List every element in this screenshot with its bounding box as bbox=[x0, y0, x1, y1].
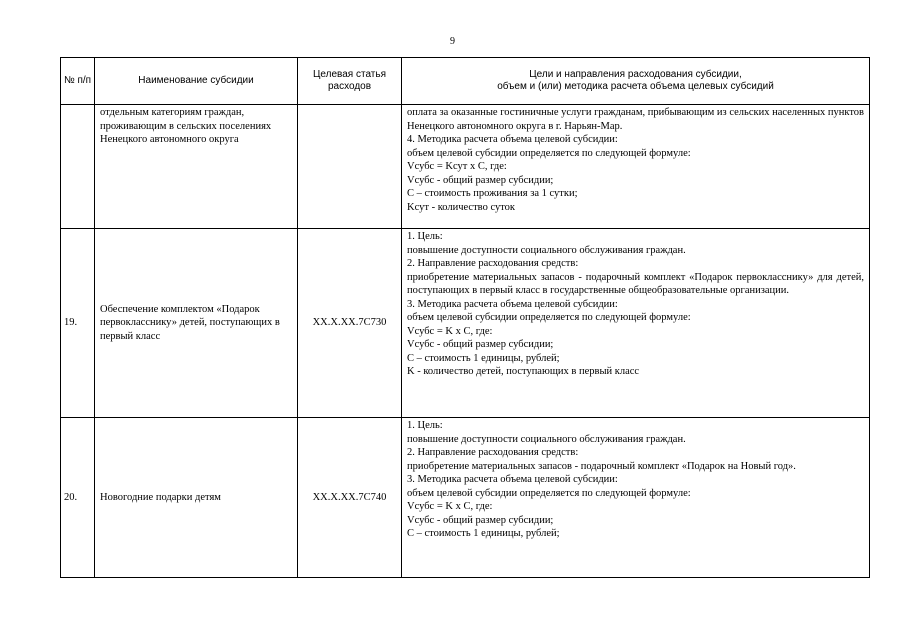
desc-line: 3. Методика расчета объема целевой субсидии: bbox=[407, 474, 618, 485]
desc-line: C – стоимость 1 единицы, рублей; bbox=[407, 352, 560, 364]
desc-line: 2. Направление расходования средств: bbox=[407, 447, 579, 458]
desc-line: Vсубс = Kсут x C, где: bbox=[407, 161, 507, 172]
header-desc-line1: Цели и направления расходования субсидии, bbox=[529, 68, 742, 80]
row-desc bbox=[402, 418, 870, 578]
row-desc bbox=[402, 229, 870, 418]
table-row bbox=[61, 105, 870, 229]
header-num: № п/п bbox=[61, 58, 95, 105]
row-name: отдельным категориям граждан, проживающим в сельских поселениях Ненецкого автономного округа bbox=[95, 105, 298, 229]
desc-line: повышение доступности социального обслуживания граждан. bbox=[407, 244, 686, 256]
table-row bbox=[61, 229, 870, 418]
desc-line: приобретение материальных запасов - подарочный комплект «Подарок первокласснику» для детей, поступающих в первый класс в государственные общеобразовательные организации. bbox=[407, 271, 864, 296]
desc-line: 2. Направление расходования средств: bbox=[407, 258, 579, 269]
desc-line: 1. Цель: bbox=[407, 420, 443, 431]
subsidy-table bbox=[60, 57, 870, 578]
header-desc-line2: объем и (или) методика расчета объема целевых субсидий bbox=[497, 81, 774, 92]
desc-line: K - количество детей, поступающих в первый класс bbox=[407, 366, 640, 377]
desc-line: объем целевой субсидии определяется по следующей формуле: bbox=[407, 147, 691, 159]
desc-line: 1. Цель: bbox=[407, 231, 443, 242]
row-num: 19. bbox=[61, 229, 95, 418]
row-code bbox=[298, 105, 402, 229]
row-code: XX.X.XX.7C740 bbox=[298, 418, 402, 578]
desc-line: повышение доступности социального обслуживания граждан. bbox=[407, 433, 686, 445]
desc-line: приобретение материальных запасов - подарочный комплект «Подарок на Новый год». bbox=[407, 460, 796, 472]
row-num bbox=[61, 105, 95, 229]
desc-line: Vсубс - общий размер субсидии; bbox=[407, 339, 554, 350]
table-row bbox=[61, 418, 870, 578]
desc-line: Kсут - количество суток bbox=[407, 201, 516, 213]
row-name: Обеспечение комплектом «Подарок первокласснику» детей, поступающих в первый класс bbox=[95, 229, 298, 418]
page-number: 9 bbox=[450, 36, 455, 47]
row-name: Новогодние подарки детям bbox=[95, 418, 298, 578]
desc-line: Vсубс - общий размер субсидии; bbox=[407, 514, 554, 526]
desc-line: объем целевой субсидии определяется по следующей формуле: bbox=[407, 487, 691, 499]
row-desc bbox=[402, 105, 870, 229]
row-code: XX.X.XX.7C730 bbox=[298, 229, 402, 418]
desc-line: C – стоимость 1 единицы, рублей; bbox=[407, 528, 560, 539]
desc-line: оплата за оказанные гостиничные услуги гражданам, прибывающим из сельских населенных пунктов Ненецкого автономного округа в г. Нарьян-Мар. bbox=[407, 107, 864, 132]
desc-line: 4. Методика расчета объема целевой субсидии: bbox=[407, 134, 618, 145]
desc-line: Vсубс - общий размер субсидии; bbox=[407, 174, 554, 186]
table-header-row bbox=[61, 58, 870, 105]
header-name: Наименование субсидии bbox=[95, 58, 298, 105]
desc-line: Vсубс = K x C, где: bbox=[407, 501, 493, 512]
row-num: 20. bbox=[61, 418, 95, 578]
header-code: Целевая статья расходов bbox=[298, 58, 402, 105]
desc-line: Vсубс = K x C, где: bbox=[407, 325, 493, 337]
desc-line: 3. Методика расчета объема целевой субсидии: bbox=[407, 298, 618, 310]
desc-line: объем целевой субсидии определяется по следующей формуле: bbox=[407, 312, 691, 323]
desc-line: C – стоимость проживания за 1 сутки; bbox=[407, 188, 578, 199]
header-desc bbox=[402, 58, 870, 105]
